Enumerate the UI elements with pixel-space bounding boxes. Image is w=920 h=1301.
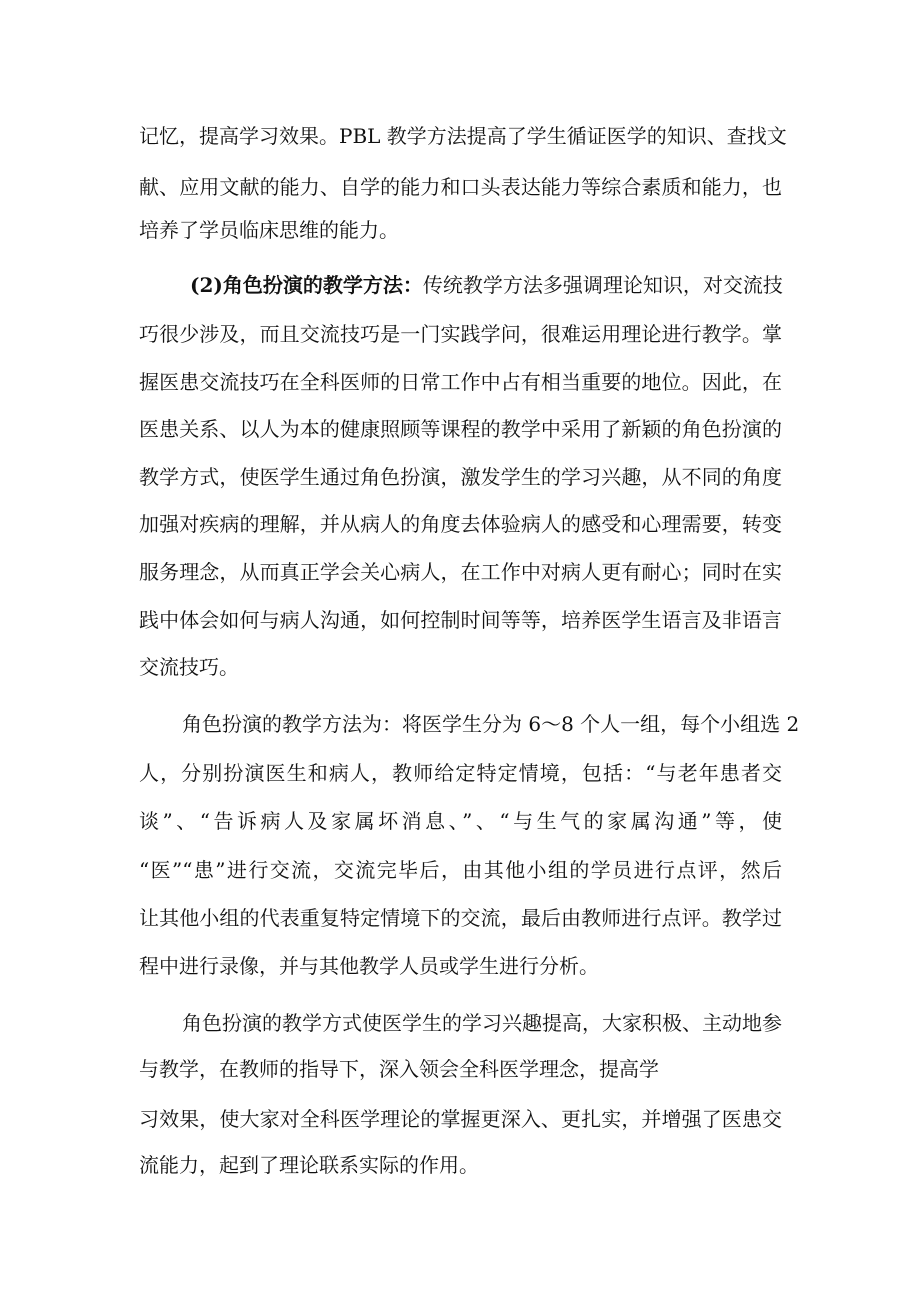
text-line: 教学方式，使医学生通过角色扮演，激发学生的学习兴趣，从不同的角度: [139, 465, 782, 489]
text-line: 记忆，提高学习效果。PBL 教学方法提高了学生循证医学的知识、查找文: [139, 124, 787, 148]
text-line: “医”“患”进行交流，交流完毕后，由其他小组的学员进行点评，然后: [139, 858, 782, 882]
text-line: 献、应用文献的能力、自学的能力和口头表达能力等综合素质和能力，也: [139, 175, 782, 199]
text-line: 践中体会如何与病人沟通，如何控制时间等等，培养医学生语言及非语言: [139, 608, 782, 632]
section-heading: (2)角色扮演的教学方法：: [190, 273, 423, 297]
text-line: 握医患交流技巧在全科医师的日常工作中占有相当重要的地位。因此，在: [139, 370, 782, 394]
text-line: 与教学，在教师的指导下，深入领会全科医学理念，提高学: [139, 1057, 659, 1081]
text-run: 传统教学方法多强调理论知识，对交流技: [422, 273, 783, 297]
text-line: 医患关系、以人为本的健康照顾等课程的教学中采用了新颖的角色扮演的: [139, 417, 782, 441]
text-line: 加强对疾病的理解，并从病人的角度去体验病人的感受和心理需要，转变: [139, 512, 782, 536]
text-line: 流能力，起到了理论联系实际的作用。: [139, 1153, 479, 1177]
text-line: [190, 272, 783, 298]
text-line: 角色扮演的教学方法为：将医学生分为 6～8 个人一组，每个小组选 2: [182, 712, 800, 736]
text-line: 让其他小组的代表重复特定情境下的交流，最后由教师进行点评。教学过: [139, 906, 782, 930]
text-line: 服务理念，从而真正学会关心病人，在工作中对病人更有耐心；同时在实: [139, 560, 782, 584]
text-line: 程中进行录像，并与其他教学人员或学生进行分析。: [139, 954, 599, 978]
text-line: 巧很少涉及，而且交流技巧是一门实践学问，很难运用理论进行教学。掌: [139, 322, 782, 346]
text-line: 习效果，使大家对全科医学理论的掌握更深入、更扎实，并增强了医患交: [139, 1107, 782, 1131]
text-line: 人，分别扮演医生和病人，教师给定特定情境，包括：“与老年患者交: [139, 761, 782, 785]
text-line: 谈”、“告诉病人及家属坏消息、”、“与生气的家属沟通”等，使: [139, 809, 782, 833]
text-line: 角色扮演的教学方式使医学生的学习兴趣提高，大家积极、主动地参: [182, 1011, 782, 1035]
text-line: 培养了学员临床思维的能力。: [139, 218, 399, 242]
text-line: 交流技巧。: [139, 655, 239, 679]
